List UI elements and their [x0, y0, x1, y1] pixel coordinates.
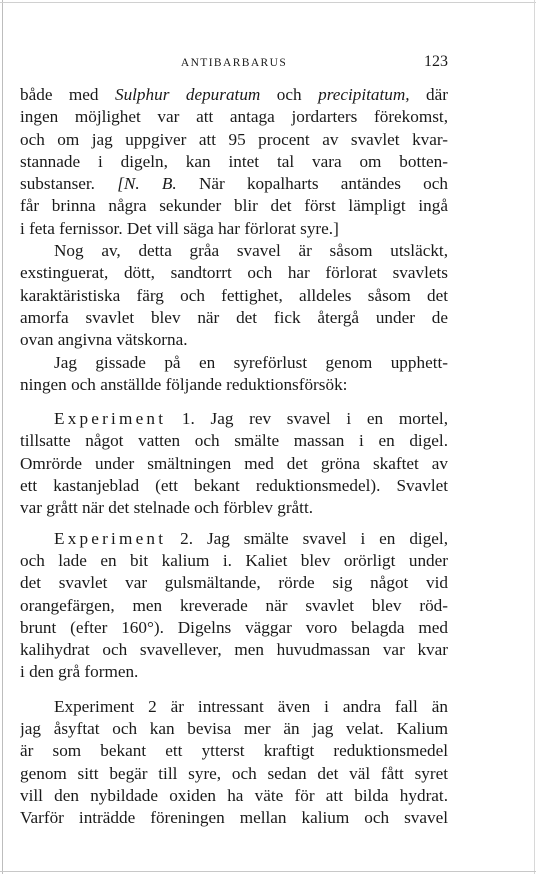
text-line: vill den nybildade oxiden ha väte för att bilda hydrat.: [20, 785, 448, 805]
text-segment: 1. Jag rev svavel i en mortel,: [166, 409, 448, 429]
text-line: det svavlet var gulsmältande, rörde sig något vid: [20, 573, 448, 593]
italic-note: [N. B.: [117, 174, 177, 194]
text-line: ningen och anställde följande reduktionsförsök:: [20, 374, 348, 394]
text-line: är som bekant ett ytterst kraftigt reduktionsmedel: [20, 741, 448, 761]
paragraph-gap: [20, 684, 448, 696]
experiment-2: [20, 528, 448, 684]
paragraph-gap: [20, 520, 448, 528]
text-segment: När kopalharts antändes och: [176, 174, 448, 194]
page-edge-bottom: [0, 871, 536, 872]
text-line: brunt (efter 160°). Digelns väggar voro belagda med: [20, 617, 448, 637]
page-edge-top: [0, 2, 536, 3]
text-line: ovan angivna vätskorna.: [20, 330, 188, 350]
text-line: [20, 408, 448, 430]
text-segment: både med: [20, 85, 115, 104]
paragraph-gap: [20, 396, 448, 408]
paragraph-2: [20, 240, 448, 351]
text-line: och lade en bit kalium i. Kaliet blev orörligt under: [20, 550, 448, 570]
text-line: Jag gissade på en syreförlust genom upphett-: [54, 352, 448, 372]
text-line: ingen möjlighet var att antaga jordarters förekomst,: [20, 107, 448, 127]
text-line: ett kastanjeblad (ett bekant reduktionsmedel). Svavlet: [20, 476, 448, 496]
text-line: orangefärgen, men kreverade när svavlet blev röd-: [20, 595, 448, 615]
italic-term: Sulphur depuratum: [114, 85, 261, 104]
text-line: Varför inträdde föreningen mellan kalium och svavel: [20, 808, 448, 828]
text-line: karaktäristiska färg och fettighet, alldeles såsom det: [20, 285, 448, 305]
page-edge-right: [534, 0, 535, 874]
text-line: var grått när det stelnade och förblev grått.: [20, 498, 314, 518]
text-line: genom sitt begär till syre, och sedan det väl fått syret: [20, 763, 448, 783]
experiment-label: Experiment: [54, 528, 167, 548]
text-line: får brinna några sekunder blir det först lämpligt ingå: [20, 196, 448, 216]
text-line: Omrörde under smältningen med det gröna skaftet av: [20, 453, 448, 473]
text-line: tillsatte något vatten och smälte massan i en digel.: [20, 431, 448, 451]
experiment-1: [20, 408, 448, 519]
text-line: kalihydrat och svavellever, men huvudmassan var kvar: [20, 640, 448, 660]
text-line: i den grå formen.: [20, 662, 139, 682]
text-segment: substanser.: [20, 174, 118, 194]
page-edge-left: [2, 0, 3, 874]
text-line: exstinguerat, dött, sandtorrt och har förlorat svavlets: [20, 263, 448, 283]
text-line: i feta fernissor. Det vill säga har förlorat syre.]: [20, 218, 339, 238]
text-segment: 2. Jag smälte svavel i en digel,: [166, 528, 448, 548]
text-line: Nog av, detta gråa svavel är såsom utsläckt,: [54, 241, 448, 261]
text-line: [20, 528, 448, 550]
running-head: [20, 55, 448, 71]
running-title: ANTIBARBARUS: [180, 57, 288, 69]
text-line: amorfa svavlet blev när det fick återgå under de: [20, 307, 448, 327]
text-line: stannade i digeln, kan intet tal vara om botten-: [20, 151, 448, 171]
text-segment: och: [260, 85, 319, 104]
text-line: [20, 84, 448, 106]
experiment-label: Experiment: [54, 409, 167, 429]
text-segment: där: [409, 85, 448, 104]
text-line: och om jag uppgiver att 95 procent av svavlet kvar-: [20, 129, 448, 149]
paragraph-3: [20, 352, 448, 397]
paragraph-4: [20, 696, 448, 830]
body-text: [20, 84, 448, 830]
text-line: jag åsyftat och kan bevisa mer än jag velat. Kalium: [20, 719, 448, 739]
paragraph-1: [20, 84, 448, 240]
page-number: 123: [424, 53, 448, 70]
text-line: Experiment 2 är intressant även i andra fall än: [54, 696, 448, 716]
italic-term: precipitatum,: [318, 85, 410, 104]
text-line: [20, 173, 448, 195]
